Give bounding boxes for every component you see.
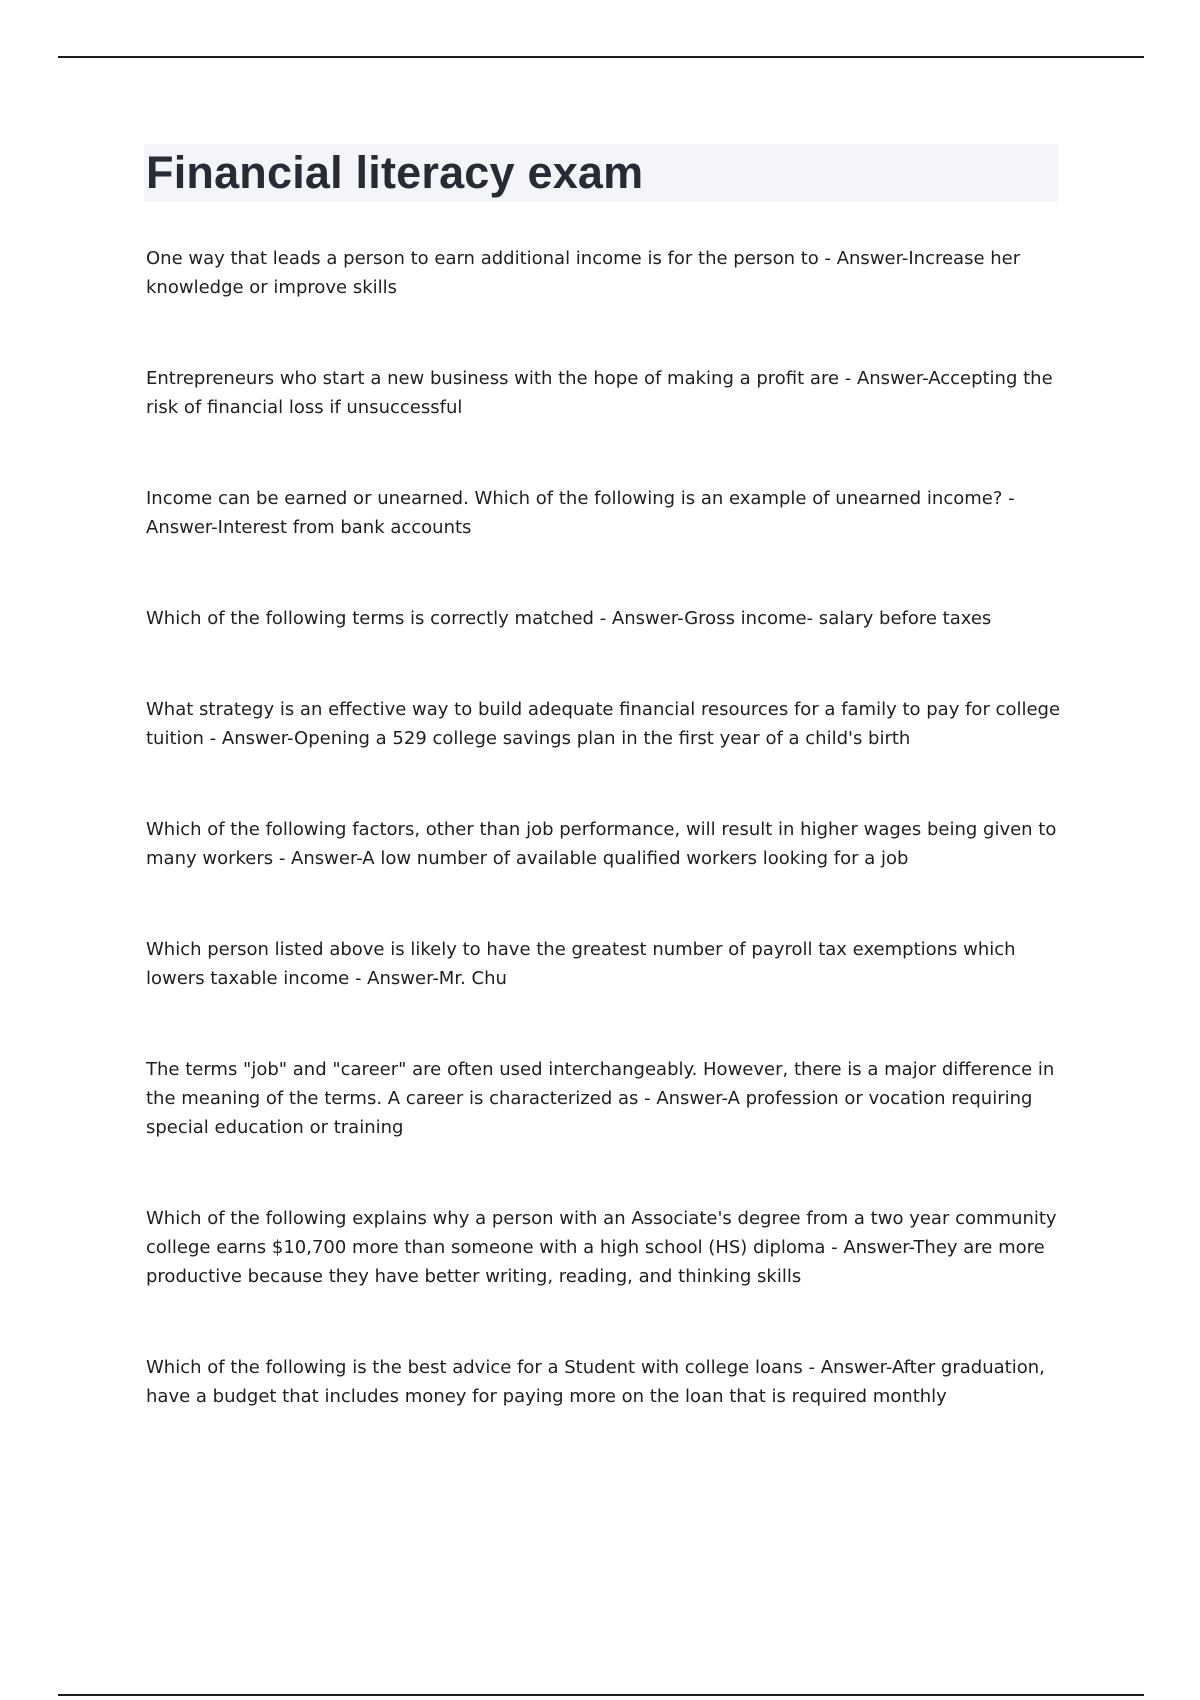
- qa-item-4: Which of the following terms is correctly matched - Answer-Gross income- salary before taxes: [146, 608, 992, 629]
- qa-item-8: The terms "job" and "career" are often used interchangeably. However, there is a major difference in the meaning of the terms. A career is characterized as - Answer-A profession or vocation requiring special education or training: [146, 1059, 1055, 1138]
- page-title: Financial literacy exam: [146, 147, 644, 198]
- qa-item-6: Which of the following factors, other than job performance, will result in higher wages being given to many workers - Answer-A low number of available qualified workers looking for a job: [146, 819, 1057, 869]
- qa-item-3: Income can be earned or unearned. Which of the following is an example of unearned income? - Answer-Interest from bank accounts: [146, 488, 1015, 538]
- qa-item-2: Entrepreneurs who start a new business with the hope of making a profit are - Answer-Accepting the risk of financial loss if unsuccessful: [146, 368, 1053, 418]
- qa-item-9: Which of the following explains why a person with an Associate's degree from a two year community college earns $10,700 more than someone with a high school (HS) diploma - Answer-They are more productive because they have better writing, reading, and thinking skills: [146, 1208, 1057, 1287]
- qa-item-10: Which of the following is the best advice for a Student with college loans - Answer-After graduation, have a budget that includes money for paying more on the loan that is required monthly: [146, 1357, 1045, 1407]
- header-rule: [58, 56, 1144, 58]
- footer-rule: [58, 1694, 1144, 1696]
- question-answer-list: [146, 244, 1066, 1473]
- qa-item-7: Which person listed above is likely to have the greatest number of payroll tax exemptions which lowers taxable income - Answer-Mr. Chu: [146, 939, 1016, 989]
- qa-item-5: What strategy is an effective way to build adequate financial resources for a family to pay for college tuition - Answer-Opening a 529 college savings plan in the first year of a child's birth: [146, 699, 1061, 749]
- qa-item-1: One way that leads a person to earn additional income is for the person to - Answer-Increase her knowledge or improve skills: [146, 248, 1021, 298]
